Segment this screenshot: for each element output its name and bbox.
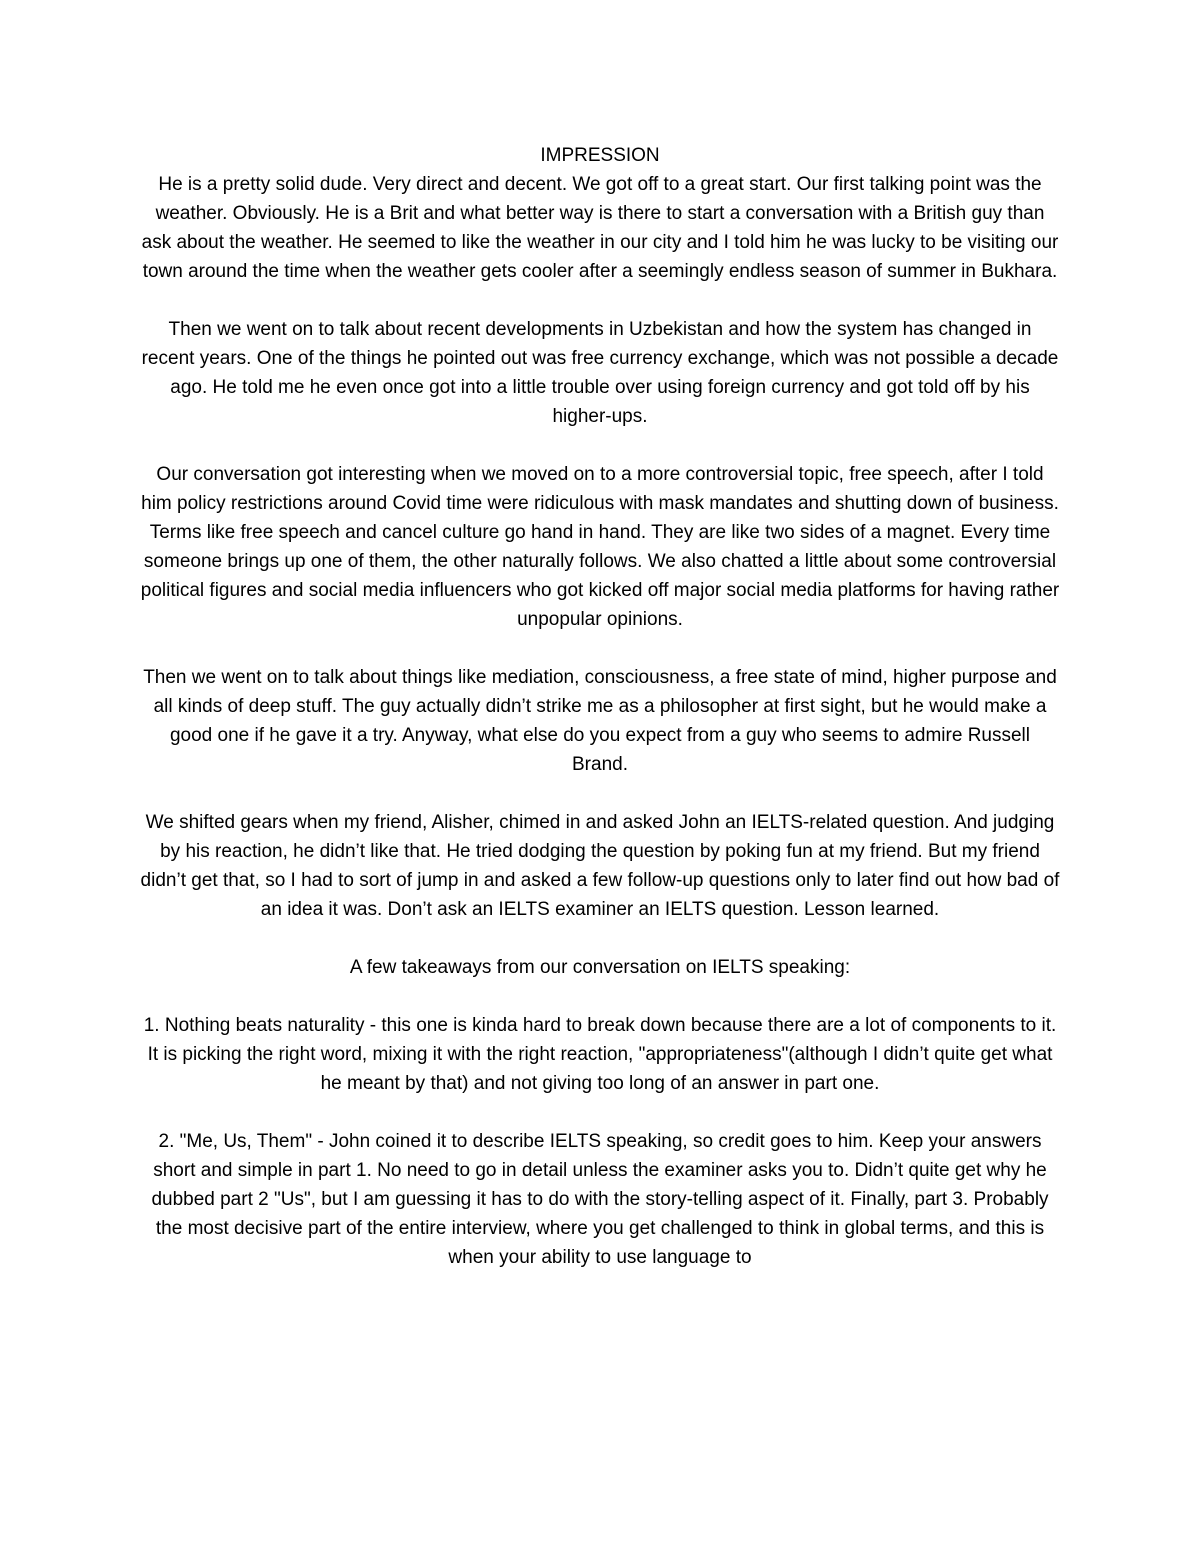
- paragraph-ielts-question: We shifted gears when my friend, Alisher, chimed in and asked John an IELTS-related question. And judging by his reaction, he didn’t like that. He tried dodging the question by poking fun at my friend. But my friend didn’t get that, so I had to sort of jump in and asked a few follow-up questions only to later find out how bad of an idea it was. Don’t ask an IELTS examiner an IELTS question. Lesson learned.: [140, 812, 1060, 920]
- paragraph-takeaway-2: 2. "Me, Us, Them" - John coined it to describe IELTS speaking, so credit goes to him. Keep your answers short and simple in part 1. No need to go in detail unless the examiner asks you to. Didn’t quite get why he dubbed part 2 "Us", but I am guessing it has to do with the story-telling aspect of it. Finally, part 3. Probably the most decisive part of the entire interview, where you get challenged to think in global terms, and this is when your ability to use language to: [151, 1131, 1049, 1268]
- paragraph-takeaway-1: 1. Nothing beats naturality - this one is kinda hard to break down because there are a lot of components to it. It is picking the right word, mixing it with the right reaction, "appropriateness"(although I didn’t quite get what he meant by that) and not giving too long of an answer in part one.: [143, 1015, 1057, 1094]
- paragraph-developments: Then we went on to talk about recent developments in Uzbekistan and how the system has changed in recent years. One of the things he pointed out was free currency exchange, which was not possible a decade ago. He told me he even once got into a little trouble over using foreign currency and got told off by his higher-ups.: [141, 319, 1059, 427]
- paragraph-impression: He is a pretty solid dude. Very direct and decent. We got off to a great start. Our first talking point was the weather. Obviously. He is a Brit and what better way is there to start a conversation with a British guy than ask about the weather. He seemed to like the weather in our city and I told him he was lucky to be visiting our town around the time when the weather gets cooler after a seemingly endless season of summer in Bukhara.: [141, 174, 1059, 282]
- paragraph-free-speech: Our conversation got interesting when we moved on to a more controversial topic, free speech, after I told him policy restrictions around Covid time were ridiculous with mask mandates and shutting down of business. Terms like free speech and cancel culture go hand in hand. They are like two sides of a magnet. Every time someone brings up one of them, the other naturally follows. We also chatted a little about some controversial political figures and social media influencers who got kicked off major social media platforms for having rather unpopular opinions.: [140, 464, 1060, 630]
- paragraph-philosophy: Then we went on to talk about things like mediation, consciousness, a free state of mind, higher purpose and all kinds of deep stuff. The guy actually didn’t strike me as a philosopher at first sight, but he would make a good one if he gave it a try. Anyway, what else do you expect from a guy who seems to admire Russell Brand.: [143, 667, 1057, 775]
- document-title: IMPRESSION: [540, 145, 660, 166]
- paragraph-takeaways-heading: A few takeaways from our conversation on IELTS speaking:: [349, 957, 851, 978]
- document-body: [140, 141, 1060, 1301]
